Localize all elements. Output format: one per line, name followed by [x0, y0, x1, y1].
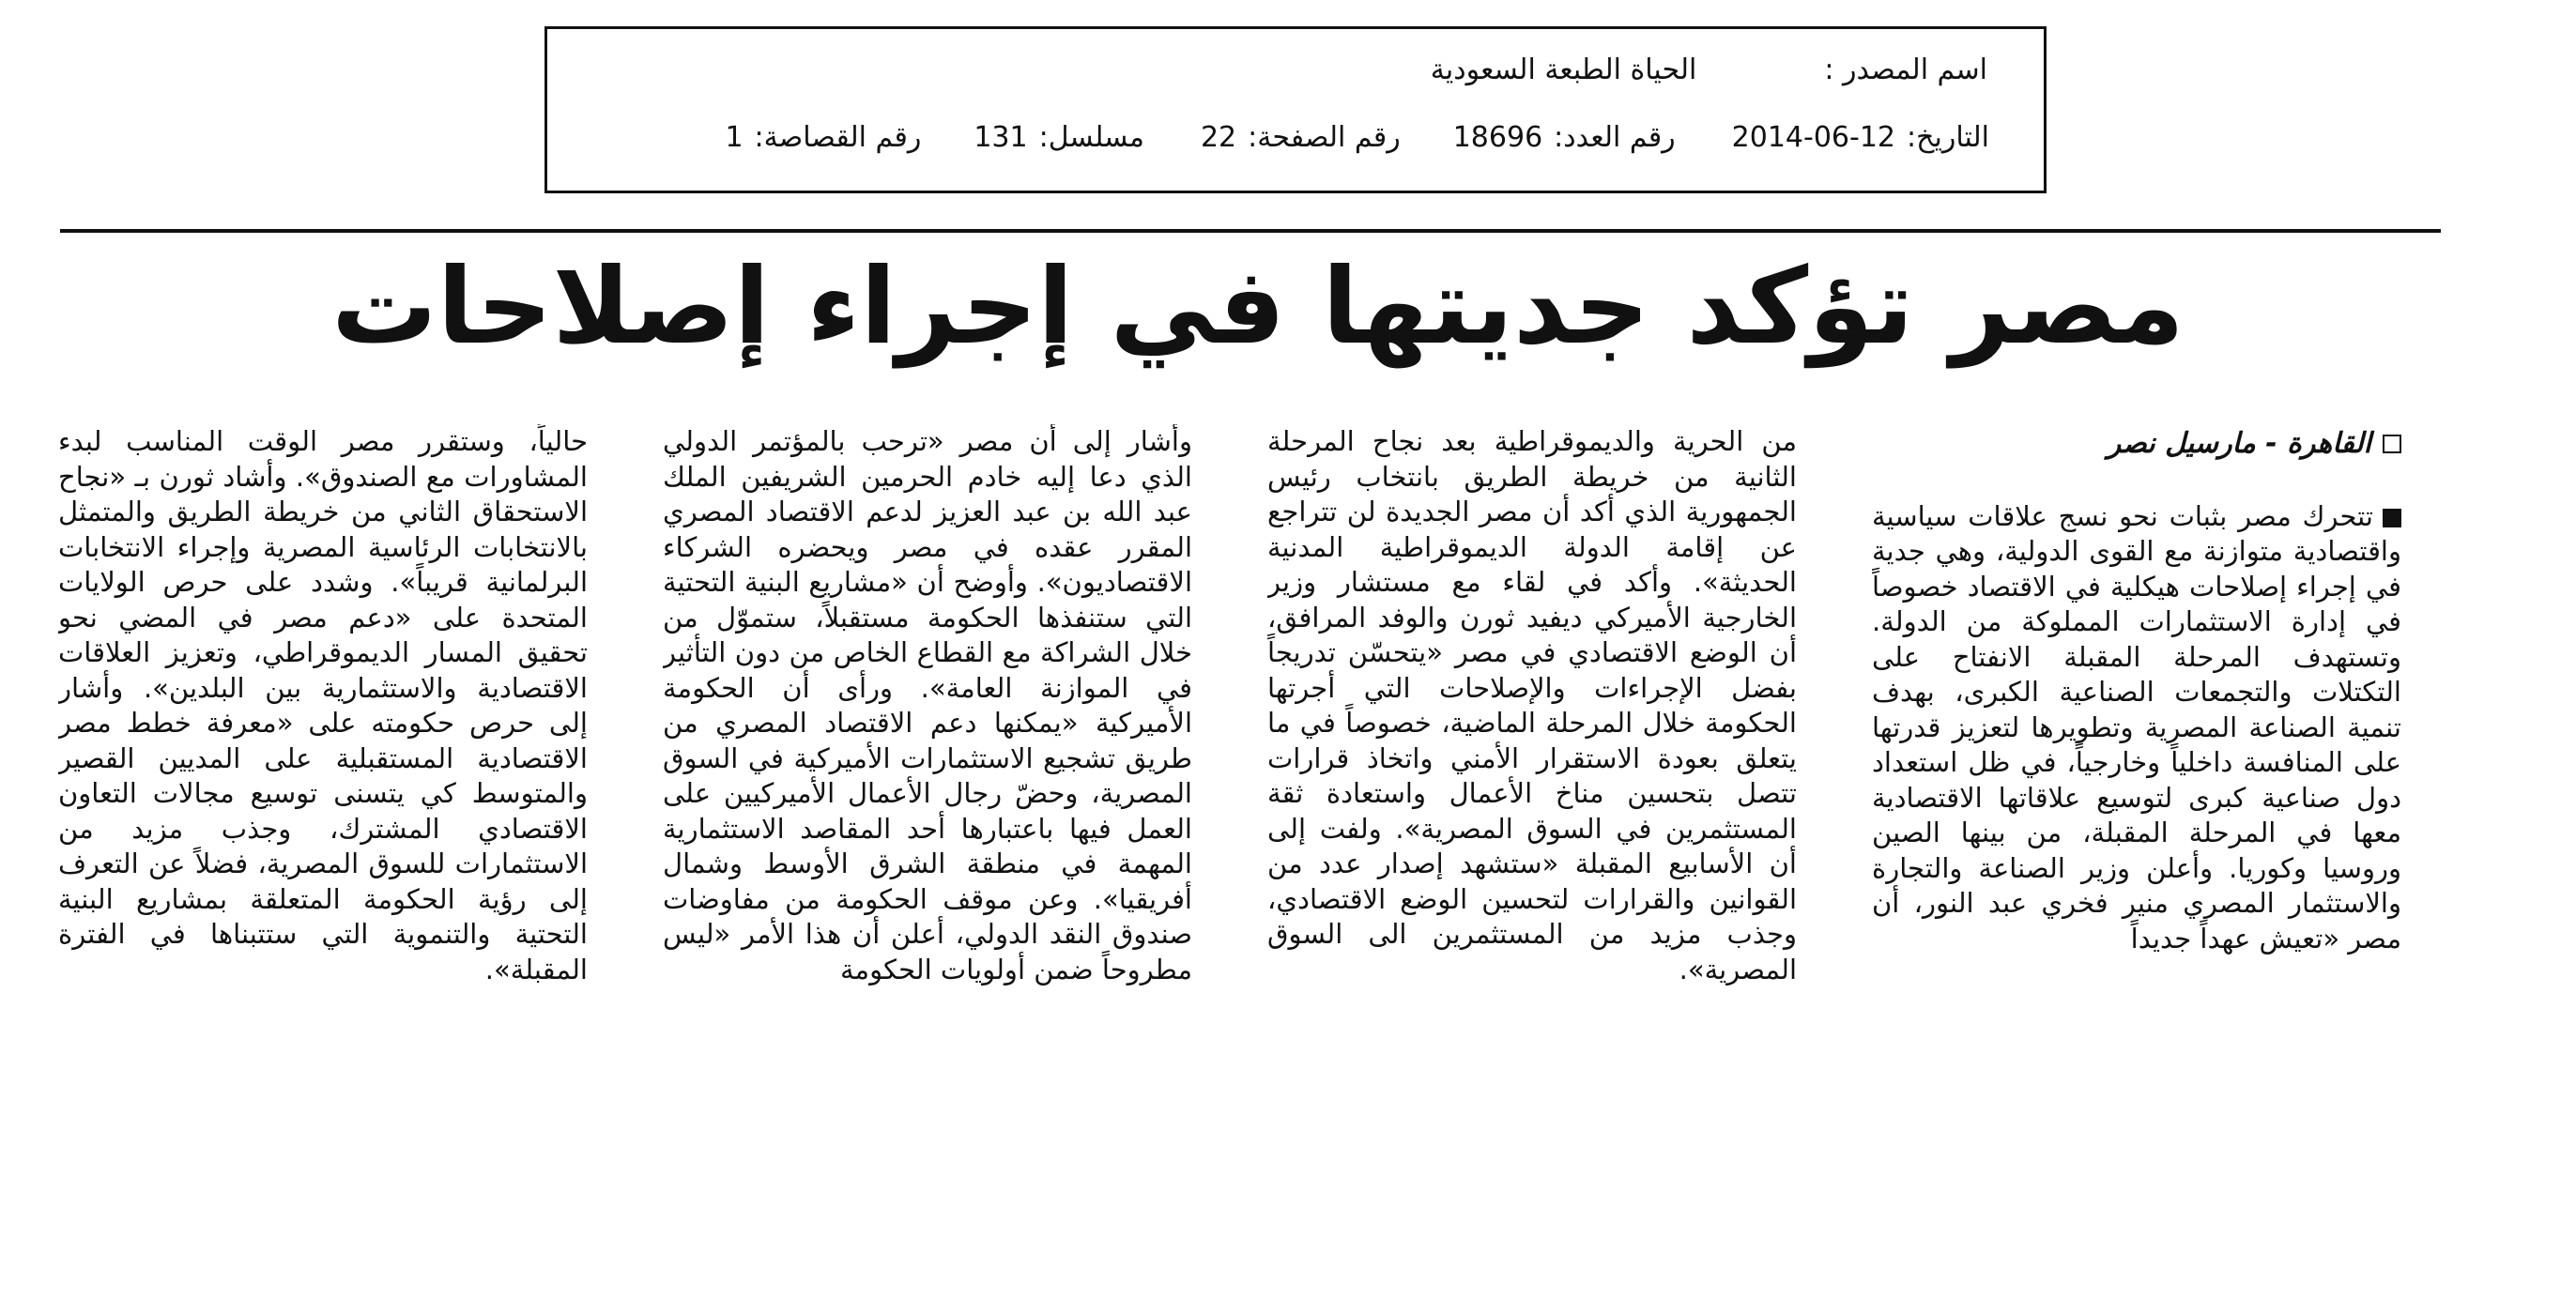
column-1-text: تتحرك مصر بثبات نحو نسج علاقات سياسية واقتصادية متوازنة مع القوى الدولية، وهي جدية في إجراء إصلاحات هيكلية في الاقتصاد خصوصاً في إدارة الاستثمارات المملوكة من الدولة. وتستهدف المرحلة المقبلة الانفتاح على التكتلات والتجمعات الصناعية الكبرى، بهدف تنمية الصناعة المصرية وتطويرها لتعزيز قدرتها على المنافسة داخلياً وخارجياً، في ظل استعداد دول صناعية كبرى لتوسيع علاقاتها الاقتصادية معها في المرحلة المقبلة، من بينها الصين وروسيا وكوريا. وأعلن وزير الصناعة والتجارة والاستثمار المصري منير فخري عبد النور، أن مصر «تعيش عهداً جديداً: [1872, 499, 2401, 954]
article-column-2: [1267, 424, 1797, 1269]
clip-value: 1: [725, 121, 744, 154]
column-3-text: وأشار إلى أن مصر «ترحب بالمؤتمر الدولي الذي دعا إليه خادم الحرمين الشريفين الملك عبد الله بن عبد العزيز لدعم الاقتصاد المصري المقرر عقده في مصر ويحضره الشركاء الاقتصاديون». وأوضح أن «مشاريع البنية التحتية التي ستنفذها الحكومة مستقبلاً، ستموّل من خلال الشراكة مع القطاع الخاص من دون التأثير في الموازنة العامة». ورأى أن الحكومة الأميركية «يمكنها دعم الاقتصاد المصري من طريق تشجيع الاستثمارات الأميركية في السوق المصرية، وحضّ رجال الأعمال الأميركيين على العمل فيها باعتبارها أحد المقاصد الاستثمارية المهمة في منطقة الشرق الأوسط وشمال أفريقيا». وعن موقف الحكومة من مفاوضات صندوق النقد الدولي، أعلن أن هذا الأمر «ليس مطروحاً ضمن أولويات الحكومة: [663, 425, 1192, 985]
clip-label: رقم القصاصة:: [754, 121, 922, 154]
date-field: [1732, 121, 1989, 154]
page-label: رقم الصفحة:: [1248, 121, 1401, 154]
column-2-text: من الحرية والديموقراطية بعد نجاح المرحلة الثانية من خريطة الطريق بانتخاب رئيس الجمهورية الذي أكد أن مصر الجديدة لن تتراجع عن إقامة الدولة الديموقراطية المدنية الحديثة». وأكد في لقاء مع مستشار وزير الخارجية الأميركي ديفيد ثورن والوفد المرافق، أن الوضع الاقتصادي في مصر «يتحسّن تدريجاً بفضل الإجراءات والإصلاحات التي أجرتها الحكومة خلال المرحلة الماضية، خصوصاً في ما يتعلق بعودة الاستقرار الأمني واتخاذ قرارات تتصل بتحسين مناخ الأعمال واستعادة ثقة المستثمرين في السوق المصرية». ولفت إلى أن الأسابيع المقبلة «ستشهد إصدار عدد من القوانين والقرارات لتحسين الوضع الاقتصادي، وجذب مزيد من المستثمرين الى السوق المصرية».: [1267, 425, 1797, 985]
issue-field: [1453, 121, 1676, 154]
article-body: [54, 424, 2401, 1269]
article-column-3: [663, 424, 1192, 1269]
column-text: [1872, 499, 2401, 957]
byline: [1872, 426, 2401, 462]
issue-label: رقم العدد:: [1554, 121, 1676, 154]
page-value: 22: [1200, 121, 1237, 154]
details-row: [725, 121, 1989, 154]
article-headline: مصر تؤكد جديتها في إجراء إصلاحات: [331, 246, 2185, 368]
page-field: [1201, 121, 1401, 154]
byline-text: القاهرة - مارسيل نصر: [2107, 427, 2371, 460]
source-label: اسم المصدر :: [1824, 53, 1987, 86]
article-column-1: [1872, 424, 2401, 1269]
source-row: [1431, 53, 1987, 86]
date-label: التاريخ:: [1907, 121, 1989, 154]
serial-value: 131: [974, 121, 1028, 154]
serial-label: مسلسل:: [1038, 121, 1144, 154]
filled-square-icon: [2383, 509, 2401, 527]
serial-field: [974, 121, 1144, 154]
issue-value: 18696: [1452, 121, 1543, 154]
hollow-square-icon: [2383, 435, 2401, 453]
headline-divider: [60, 229, 2441, 233]
source-value: الحياة الطبعة السعودية: [1430, 53, 1697, 86]
column-4-text: حالياً، وستقرر مصر الوقت المناسب لبدء المشاورات مع الصندوق». وأشاد ثورن بـ «نجاح الاستحقاق الثاني من خريطة الطريق والمتمثل بالانتخابات الرئاسية المصرية وإجراء الانتخابات البرلمانية قريباً». وشدد على حرص الولايات المتحدة على «دعم مصر في المضي نحو تحقيق المسار الديموقراطي، وتعزيز العلاقات الاقتصادية والاستثمارية بين البلدين». وأشار إلى حرص حكومته على «معرفة خطط مصر الاقتصادية المستقبلية على المديين القصير والمتوسط كي يتسنى توسيع مجالات التعاون الاقتصادي المشترك، وجذب مزيد من الاستثمارات للسوق المصرية، فضلاً عن التعرف إلى رؤية الحكومة المتعلقة بمشاريع البنية التحتية والتنموية التي ستتبناها في الفترة المقبلة».: [58, 425, 588, 985]
source-info-box: [544, 26, 2047, 193]
article-column-4: [58, 424, 588, 1269]
source-field: [1813, 53, 1987, 86]
clip-field: [725, 121, 921, 154]
date-value: 2014-06-12: [1731, 121, 1896, 154]
